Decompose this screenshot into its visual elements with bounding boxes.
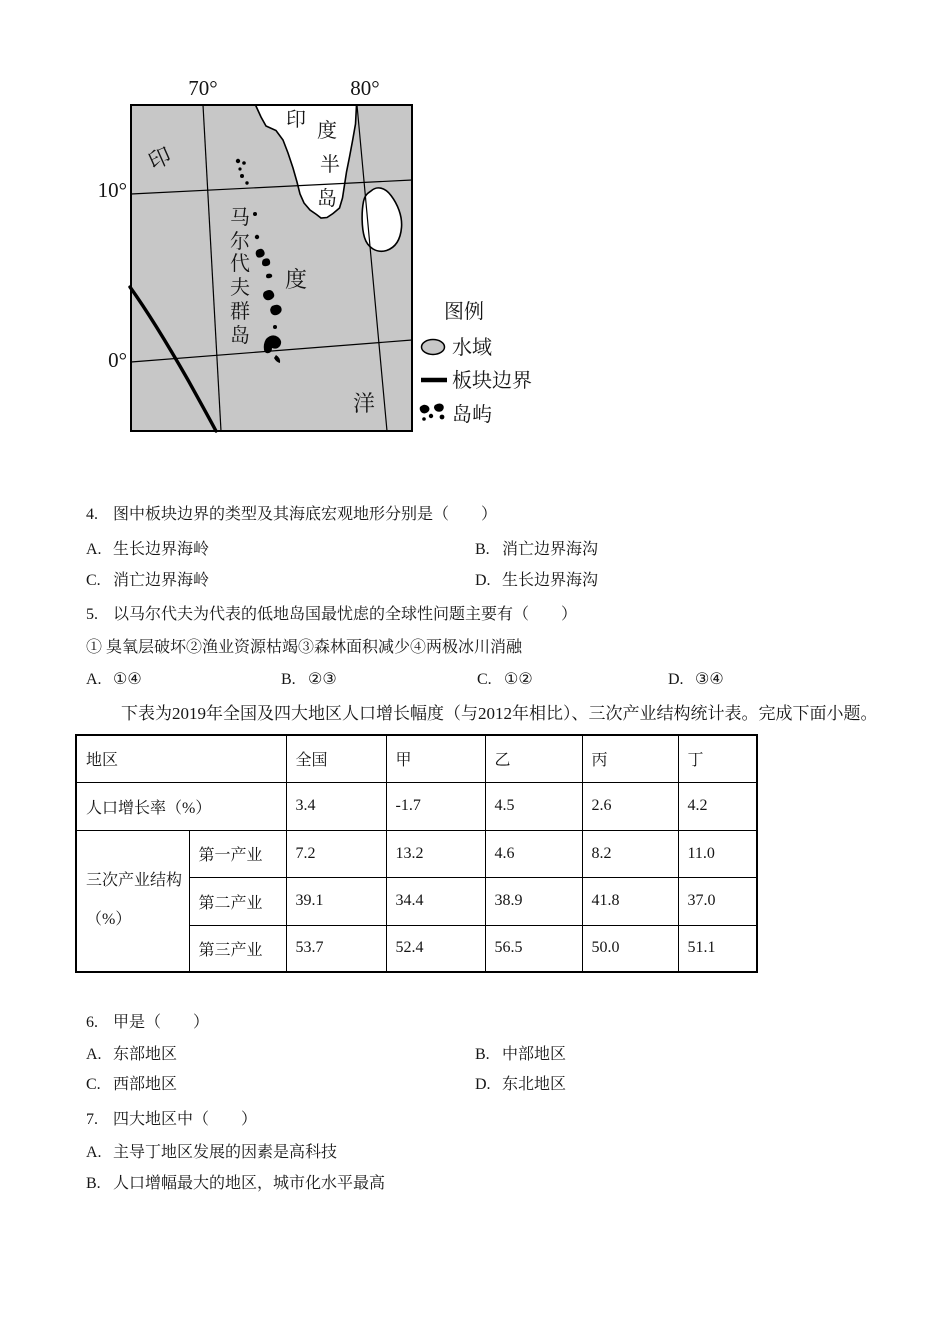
- question-4: [86, 504, 497, 526]
- option-text: ③④: [695, 671, 724, 688]
- ocean-label-char-3: 洋: [352, 391, 376, 416]
- value-cell: 37.0: [678, 877, 757, 925]
- option-6-d: [475, 1074, 566, 1096]
- option-label: C.: [477, 671, 492, 688]
- question-7: [86, 1109, 257, 1131]
- option-5-b: [281, 669, 337, 691]
- option-label: A.: [86, 541, 102, 558]
- value-cell: 3.4: [286, 782, 386, 830]
- value-cell: 13.2: [386, 830, 485, 877]
- option-5-d: [668, 669, 724, 691]
- option-label: A.: [86, 671, 102, 688]
- option-text: 消亡边界海岭: [113, 572, 210, 589]
- value-cell: 4.2: [678, 782, 757, 830]
- option-4-c: [86, 570, 209, 592]
- option-label: A.: [86, 1144, 102, 1161]
- row-label-cell: 第三产业: [189, 925, 286, 972]
- option-text: ①④: [113, 671, 142, 688]
- value-cell: 7.2: [286, 830, 386, 877]
- stats-table: [75, 734, 758, 973]
- legend-water-label: 水域: [452, 337, 492, 359]
- option-4-d: [475, 570, 598, 592]
- option-text: 东部地区: [113, 1046, 178, 1063]
- option-5-a: [86, 669, 142, 691]
- value-cell: 4.6: [485, 830, 582, 877]
- map-figure: [0, 0, 950, 470]
- option-label: C.: [86, 572, 101, 589]
- value-cell: 4.5: [485, 782, 582, 830]
- legend-islands-icon: [420, 404, 445, 421]
- header-cell: 丁: [678, 735, 757, 782]
- maldives-char: 马: [230, 207, 250, 229]
- value-cell: 34.4: [386, 877, 485, 925]
- value-cell: 41.8: [582, 877, 678, 925]
- peninsula-char: 岛: [317, 188, 337, 210]
- option-label: B.: [281, 671, 296, 688]
- lon-label-70: 70°: [188, 76, 218, 100]
- row-label-cell: 第二产业: [189, 877, 286, 925]
- legend-title: 图例: [444, 301, 484, 323]
- question-number: 7.: [86, 1111, 98, 1128]
- lat-label-10: 10°: [97, 178, 127, 202]
- peninsula-char: 印: [286, 109, 306, 131]
- maldives-char: 岛: [230, 325, 250, 347]
- lat-label-0: 0°: [108, 348, 127, 372]
- question-5: [86, 604, 577, 626]
- option-4-b: [475, 539, 598, 561]
- header-cell: 全国: [286, 735, 386, 782]
- row-label-cell: 人口增长率（%）: [76, 782, 286, 830]
- option-text: 西部地区: [113, 1076, 178, 1093]
- peninsula-char: 度: [317, 120, 337, 142]
- option-text: 生长边界海沟: [502, 572, 599, 589]
- header-cell: 乙: [485, 735, 582, 782]
- growth-row: [76, 782, 757, 830]
- industry-group-label: 三次产业结构（%）: [76, 830, 189, 972]
- question-text: 图中板块边界的类型及其海底宏观地形分别是（ ）: [113, 506, 498, 523]
- maldives-label: [230, 206, 250, 347]
- header-cell-region: 地区: [76, 735, 286, 782]
- legend-islands-label: 岛屿: [452, 404, 492, 426]
- question-text: 以马尔代夫为代表的低地岛国最忧虑的全球性问题主要有（ ）: [113, 606, 578, 623]
- option-text: 主导丁地区发展的因素是高科技: [113, 1144, 338, 1161]
- option-text: 中部地区: [502, 1046, 567, 1063]
- legend-water-icon: [422, 340, 445, 355]
- numbered-items-text: ① 臭氧层破坏②渔业资源枯竭③森林面积减少④两极冰川消融: [86, 639, 523, 656]
- value-cell: 39.1: [286, 877, 386, 925]
- table-intro: [121, 703, 878, 725]
- option-7-a: [86, 1142, 337, 1164]
- peninsula-char: 半: [320, 154, 340, 176]
- table-header-row: [76, 735, 757, 782]
- legend-boundary-label: 板块边界: [452, 370, 532, 392]
- option-label: B.: [475, 541, 490, 558]
- option-text: 消亡边界海沟: [502, 541, 599, 558]
- option-label: B.: [475, 1046, 490, 1063]
- row-label-cell: 第一产业: [189, 830, 286, 877]
- lon-label-80: 80°: [350, 76, 380, 100]
- option-label: C.: [86, 1076, 101, 1093]
- maldives-char: 代: [230, 253, 250, 275]
- option-4-a: [86, 539, 209, 561]
- maldives-char: 群: [230, 301, 250, 323]
- option-label: D.: [475, 1076, 491, 1093]
- option-label: D.: [475, 572, 491, 589]
- question-text: 甲是（ ）: [113, 1014, 210, 1031]
- value-cell: 51.1: [678, 925, 757, 972]
- option-5-c: [477, 669, 533, 691]
- value-cell: 56.5: [485, 925, 582, 972]
- value-cell: -1.7: [386, 782, 485, 830]
- option-6-a: [86, 1044, 177, 1066]
- question-6: [86, 1012, 209, 1034]
- value-cell: 11.0: [678, 830, 757, 877]
- question-number: 4.: [86, 506, 98, 523]
- option-label: A.: [86, 1046, 102, 1063]
- value-cell: 38.9: [485, 877, 582, 925]
- header-cell: 丙: [582, 735, 678, 782]
- value-cell: 53.7: [286, 925, 386, 972]
- option-text: 东北地区: [502, 1076, 567, 1093]
- value-cell: 52.4: [386, 925, 485, 972]
- option-text: 生长边界海岭: [113, 541, 210, 558]
- table-intro-text: 下表为2019年全国及四大地区人口增长幅度（与2012年相比）、三次产业结构统计表。完成下面小题。: [121, 704, 878, 723]
- option-label: D.: [668, 671, 684, 688]
- option-6-b: [475, 1044, 566, 1066]
- header-cell: 甲: [386, 735, 485, 782]
- question-number: 5.: [86, 606, 98, 623]
- question-number: 6.: [86, 1014, 98, 1031]
- value-cell: 8.2: [582, 830, 678, 877]
- option-text: ①②: [504, 671, 533, 688]
- option-6-c: [86, 1074, 177, 1096]
- option-label: B.: [86, 1175, 101, 1192]
- question-text: 四大地区中（ ）: [113, 1111, 258, 1128]
- maldives-char: 夫: [230, 277, 250, 299]
- question-5-items: [86, 637, 522, 659]
- maldives-char: 尔: [230, 231, 250, 253]
- sea-area: [131, 105, 412, 431]
- option-text: ②③: [308, 671, 337, 688]
- ocean-label-char-1: 印: [144, 142, 175, 175]
- value-cell: 2.6: [582, 782, 678, 830]
- ocean-label-char-2: 度: [284, 267, 308, 292]
- legend: [420, 300, 532, 426]
- industry-row-1: [76, 830, 757, 877]
- option-7-b: [86, 1173, 385, 1195]
- value-cell: 50.0: [582, 925, 678, 972]
- option-text: 人口增幅最大的地区，城市化水平最高: [113, 1175, 386, 1192]
